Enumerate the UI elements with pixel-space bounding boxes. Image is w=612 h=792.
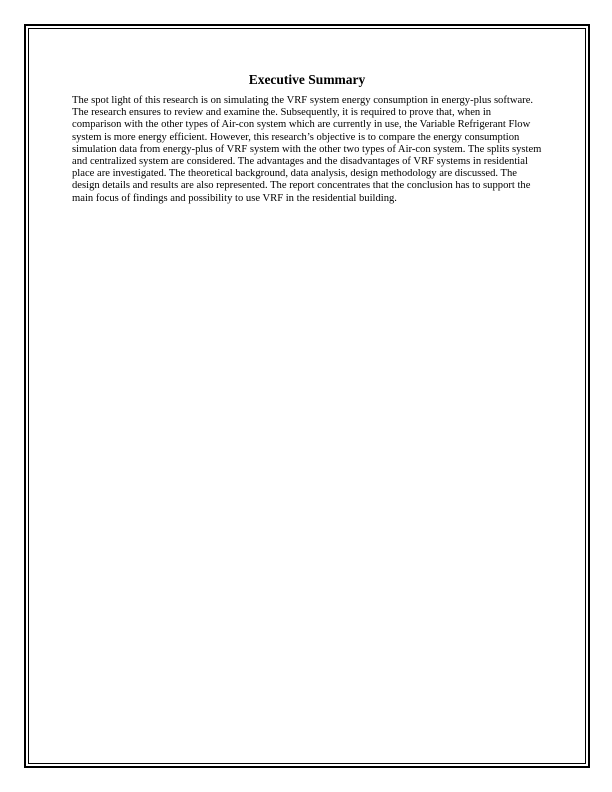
page-content: [72, 72, 542, 205]
page-title: Executive Summary: [248, 72, 366, 87]
summary-paragraph: The spot light of this research is on simulating the VRF system energy consumption in energy-plus software. The research ensures to review and examine the. Subsequently, it is required to prove that, when in comparison with the other types of Air-con system which are currently in use, the Variable Refrigerant Flow system is more energy efficient. However, this research’s objective is to compare the energy consumption simulation data from energy-plus of VRF system with the other two types of Air-con system. The splits system and centralized system are considered. The advantages and the disadvantages of VRF systems in residential place are investigated. The theoretical background, data analysis, design methodology are discussed. The design details and results are also represented. The report concentrates that the conclusion has to support the main focus of findings and possibility to use VRF in the residential building.: [72, 95, 542, 204]
